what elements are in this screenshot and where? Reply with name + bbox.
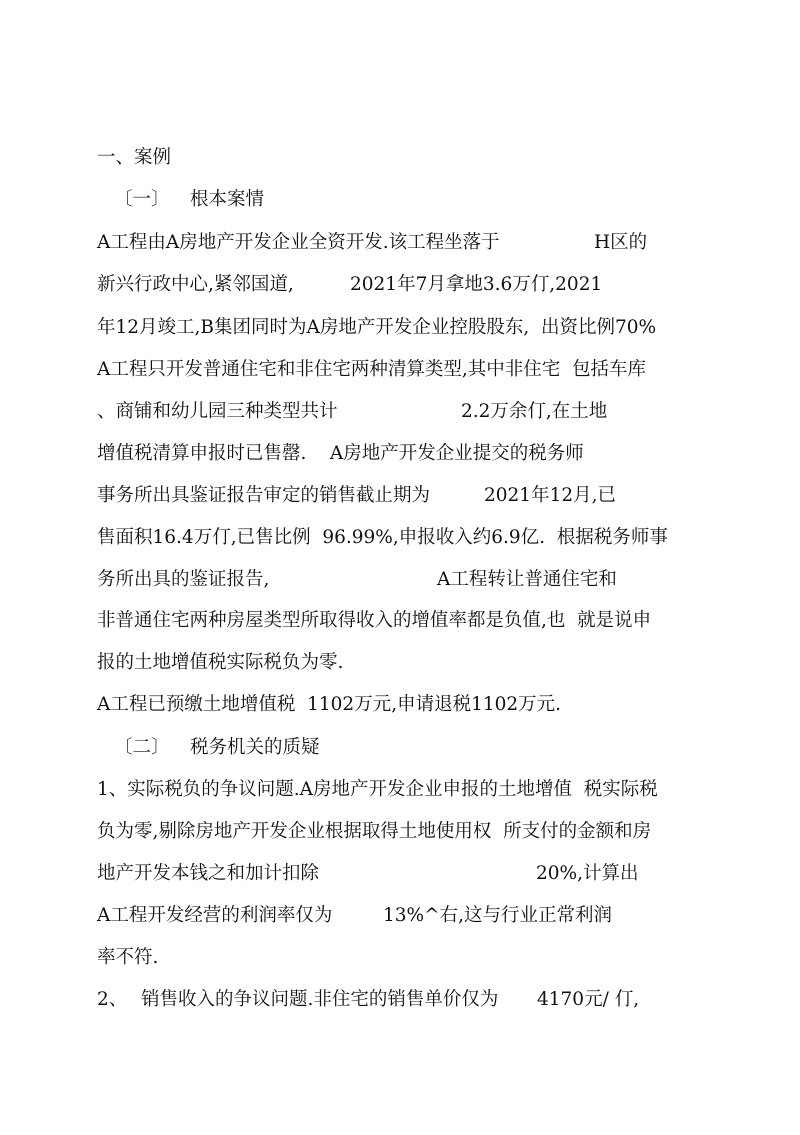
paragraph-line: [0, 943, 159, 973]
text-segment: A工程已预缴土地增值税 1102万元,申请退税1102万元.: [97, 694, 562, 715]
section-title: 一、案例: [97, 147, 172, 168]
text-segment: 2021年7月拿地3.6万仃,2021: [350, 274, 603, 295]
paragraph-line: [0, 313, 657, 343]
paragraph-line: [0, 648, 344, 678]
text-segment: 新兴行政中心,紧邻国道,: [97, 274, 294, 295]
list-number: 2、: [97, 989, 128, 1010]
paragraph-line: [0, 817, 652, 847]
text-segment: 率不符.: [97, 947, 159, 968]
subsection-title: 根本案情: [190, 189, 265, 210]
subsection-number: 〔一〕: [114, 189, 170, 210]
text-segment: 1、实际税负的争议问题.A房地产开发企业申报的土地增值 税实际税: [97, 779, 658, 800]
paragraph-line: [0, 523, 668, 553]
text-segment: 务所出具的鉴证报告,: [97, 569, 270, 590]
subsection-heading-2: [0, 733, 320, 763]
text-segment: A工程由A房地产开发企业全资开发.该工程坐落于: [97, 232, 500, 253]
section-heading: [0, 143, 172, 173]
paragraph-line: [0, 859, 639, 889]
paragraph-line: [0, 270, 603, 300]
paragraph-line: [0, 985, 640, 1015]
text-segment: 售面积16.4万仃,已售比例 96.99%,申报收入约6.9亿. 根据税务师事: [97, 527, 668, 548]
paragraph-line: [0, 690, 562, 720]
paragraph-line: [0, 775, 658, 805]
text-segment: 4170元/ 仃,: [537, 989, 640, 1010]
text-segment: 增值税清算申报时已售罄. A房地产开发企业提交的税务师: [97, 443, 584, 464]
subsection-number: 〔二〕: [114, 737, 170, 758]
text-segment: A工程转让普通住宅和: [437, 569, 617, 590]
paragraph-line: [0, 355, 647, 385]
paragraph-line: [0, 228, 648, 258]
text-segment: 地产开发本钱之和加计扣除: [97, 863, 320, 884]
paragraph-line: [0, 565, 617, 595]
text-segment: 年12月竣工,B集团同时为A房地产开发企业控股股东, 出资比例70%: [97, 317, 657, 338]
text-segment: 负为零,剔除房地产开发企业根据取得土地使用权 所支付的金额和房: [97, 821, 652, 842]
text-segment: 20%,计算出: [536, 863, 639, 884]
subsection-heading-1: [0, 185, 265, 215]
paragraph-line: [0, 439, 584, 469]
text-segment: 2.2万余仃,在土地: [461, 401, 608, 422]
paragraph-line: [0, 397, 608, 427]
text-segment: A工程只开发普通住宅和非住宅两种清算类型,其中非住宅 包括车库: [97, 359, 647, 380]
text-segment: 13%^右,这与行业正常利润: [383, 905, 613, 926]
text-segment: 销售收入的争议问题.非住宅的销售单价仅为: [141, 989, 499, 1010]
subsection-title: 税务机关的质疑: [190, 737, 320, 758]
text-segment: A工程开发经营的利润率仅为: [97, 905, 333, 926]
text-segment: 、商铺和幼儿园三种类型共计: [97, 401, 338, 422]
text-segment: 报的土地增值税实际税负为零.: [97, 652, 344, 673]
text-segment: 非普通住宅两种房屋类型所取得收入的增值率都是负值,也 就是说申: [97, 610, 652, 631]
text-segment: 2021年12月,已: [484, 485, 617, 506]
paragraph-line: [0, 901, 613, 931]
paragraph-line: [0, 606, 652, 636]
paragraph-line: [0, 481, 617, 511]
text-segment: 事务所出具鉴证报告审定的销售截止期为: [97, 485, 431, 506]
text-segment: H区的: [594, 232, 648, 253]
